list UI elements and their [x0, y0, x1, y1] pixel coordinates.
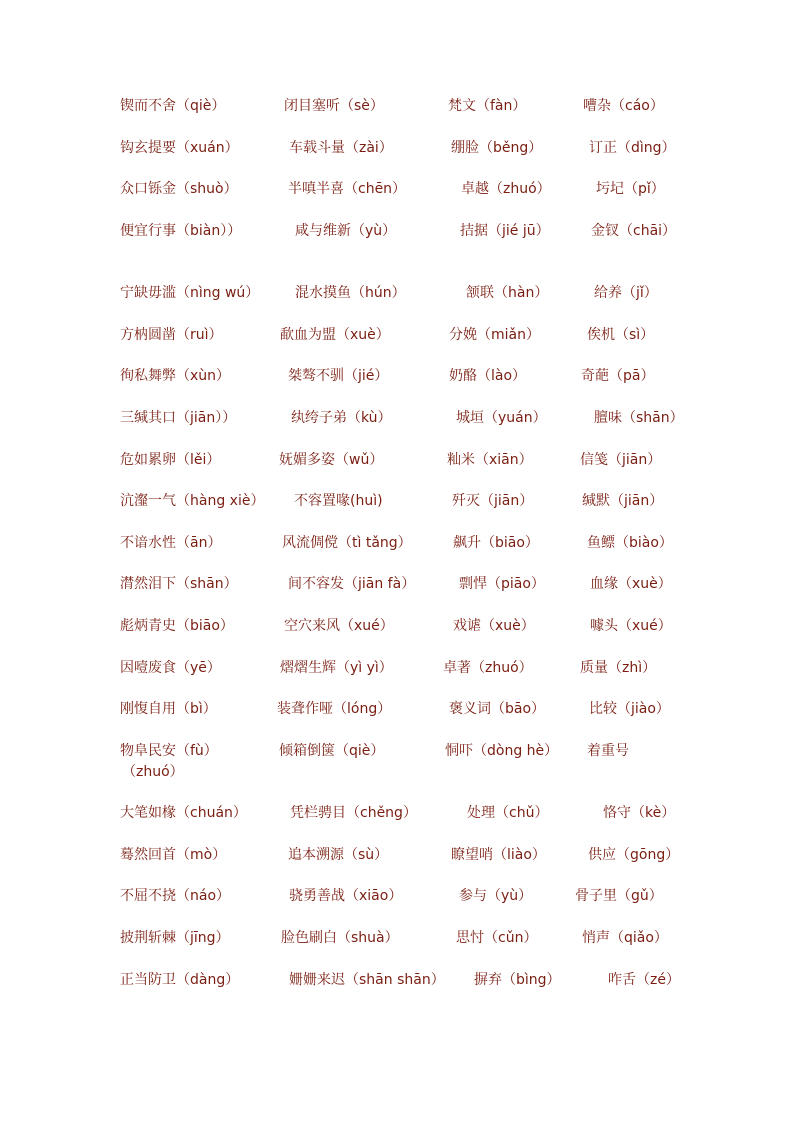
word-row: [0, 221, 794, 245]
word-entry: 沆瀣一气（hàng xiè）: [120, 493, 265, 509]
word-row: [0, 803, 794, 827]
word-row: [0, 574, 794, 598]
word-row: [0, 96, 794, 120]
word-entry: 骨子里（gǔ）: [575, 888, 663, 904]
word-row: [0, 699, 794, 723]
word-entry: 比较（jiào）: [589, 701, 670, 717]
word-entry: 熠熠生辉（yì yì）: [280, 660, 393, 676]
word-entry: 蓦然回首（mò）: [120, 847, 227, 863]
word-entry: 奇葩（pā）: [581, 368, 655, 384]
word-row: [0, 366, 794, 390]
word-entry: 闭目塞听（sè）: [284, 98, 384, 114]
word-row: [0, 283, 794, 307]
word-row: [0, 325, 794, 349]
word-entry: 因噎废食（yē）: [120, 660, 221, 676]
word-entry: 金钗（chāi）: [591, 223, 677, 239]
word-entry: 籼米（xiān）: [447, 452, 533, 468]
word-entry: 圬圮（pǐ）: [596, 181, 665, 197]
word-entry: 噱头（xué）: [590, 618, 672, 634]
word-entry: 嘈杂（cáo）: [583, 98, 664, 114]
word-entry: 颔联（hàn）: [466, 285, 549, 301]
word-entry: 恫吓（dòng hè）: [445, 743, 559, 759]
word-entry: 质量（zhì）: [580, 660, 657, 676]
word-entry: 倾箱倒箧（qiè）: [279, 743, 385, 759]
word-entry: 骁勇善战（xiāo）: [289, 888, 403, 904]
word-entry: 信笺（jiān）: [580, 452, 662, 468]
word-entry: 彪炳青史（biāo）: [120, 618, 234, 634]
word-entry: 正当防卫（dàng）: [120, 972, 240, 988]
word-entry: 卓越（zhuó）: [461, 181, 551, 197]
word-row: [0, 450, 794, 474]
word-entry: 脸色刷白（shuà）: [281, 930, 399, 946]
word-entry: 锲而不舍（qiè）: [120, 98, 226, 114]
word-row: [0, 533, 794, 557]
word-entry: 恪守（kè）: [603, 805, 676, 821]
word-row: [0, 741, 794, 785]
word-entry: 给养（jǐ）: [594, 285, 658, 301]
word-row: [0, 886, 794, 910]
word-row: [0, 970, 794, 994]
word-entry: 物阜民安（fù）: [120, 743, 218, 759]
word-entry: 刚愎自用（bì）: [120, 701, 217, 717]
word-entry: 俟机（sì）: [587, 327, 655, 343]
word-entry: 飙升（biāo）: [453, 535, 539, 551]
word-entry: 分娩（miǎn）: [449, 327, 540, 343]
word-entry: 缄默（jiān）: [582, 493, 664, 509]
word-entry: 奶酪（lào）: [449, 368, 527, 384]
word-entry: 追本溯源（sù）: [288, 847, 389, 863]
word-entry: 血缘（xuè）: [590, 576, 672, 592]
word-row: [0, 491, 794, 515]
word-row: [0, 179, 794, 203]
word-entry: 半嗔半喜（chēn）: [288, 181, 407, 197]
word-entry: 参与（yù）: [459, 888, 533, 904]
word-entry: 褒义词（bāo）: [449, 701, 546, 717]
word-entry: 不谙水性（ān）: [120, 535, 222, 551]
word-entry: 绷脸（běng）: [451, 140, 543, 156]
word-row: [0, 616, 794, 640]
word-entry: 装聋作哑（lóng）: [277, 701, 392, 717]
word-entry: 姗姗来迟（shān shān）: [289, 972, 445, 988]
word-entry: 歃血为盟（xuè）: [280, 327, 390, 343]
word-entry: 间不容发（jiān fà）: [288, 576, 416, 592]
word-entry: 方枘圆凿（ruì）: [120, 327, 223, 343]
word-entry: 拮据（jié jū）: [460, 223, 550, 239]
wrapped-pinyin: （zhuó）: [122, 764, 184, 780]
word-entry: 危如累卵（lěi）: [120, 452, 221, 468]
word-entry: 凭栏骋目（chěng）: [290, 805, 417, 821]
word-entry: 剽悍（piāo）: [459, 576, 545, 592]
word-entry: 鱼鳔（biào）: [587, 535, 673, 551]
word-entry: 风流倜傥（tì tǎng）: [282, 535, 412, 551]
word-row: [0, 928, 794, 952]
word-row: [0, 658, 794, 682]
word-entry: 桀骜不驯（jié）: [288, 368, 389, 384]
word-row: [0, 845, 794, 869]
word-row: [0, 408, 794, 432]
word-entry: 着重号: [587, 743, 629, 759]
word-entry: 瞭望哨（liào）: [451, 847, 546, 863]
word-entry: 梵文（fàn）: [448, 98, 527, 114]
word-entry: 城垣（yuán）: [456, 410, 547, 426]
word-entry: 众口铄金（shuò）: [120, 181, 238, 197]
word-entry: 戏谑（xuè）: [453, 618, 535, 634]
word-entry: 披荆斩棘（jīng）: [120, 930, 230, 946]
word-entry: 处理（chǔ）: [467, 805, 549, 821]
word-entry: 车载斗量（zài）: [289, 140, 393, 156]
word-row: [0, 138, 794, 162]
word-entry: 咋舌（zé）: [608, 972, 680, 988]
word-entry: 混水摸鱼（hún）: [295, 285, 406, 301]
word-entry: 悄声（qiǎo）: [582, 930, 668, 946]
word-entry: 供应（gōng）: [588, 847, 680, 863]
word-entry: 潸然泪下（shān）: [120, 576, 238, 592]
word-entry: 摒弃（bìng）: [474, 972, 561, 988]
word-entry: 不容置喙(huì): [294, 493, 383, 509]
word-entry: 不屈不挠（náo）: [120, 888, 231, 904]
word-entry: 便宜行事（biàn））: [120, 223, 242, 239]
word-entry: 三缄其口（jiān））: [120, 410, 237, 426]
word-entry: 宁缺毋滥（nìng wú）: [120, 285, 260, 301]
word-entry: 膻味（shān）: [594, 410, 684, 426]
word-entry: 咸与维新（yù）: [295, 223, 397, 239]
word-entry: 空穴来风（xué）: [284, 618, 394, 634]
word-entry: 卓著（zhuó）: [443, 660, 533, 676]
word-entry: 纨绔子弟（kù）: [291, 410, 392, 426]
word-entry: 歼灭（jiān）: [452, 493, 534, 509]
word-entry: 大笔如椽（chuán）: [120, 805, 247, 821]
word-entry: 徇私舞弊（xùn）: [120, 368, 231, 384]
word-entry: 思忖（cǔn）: [456, 930, 538, 946]
word-entry: 订正（dìng）: [589, 140, 676, 156]
word-entry: 妩媚多姿（wǔ）: [279, 452, 384, 468]
word-entry: 钩玄提要（xuán）: [120, 140, 239, 156]
